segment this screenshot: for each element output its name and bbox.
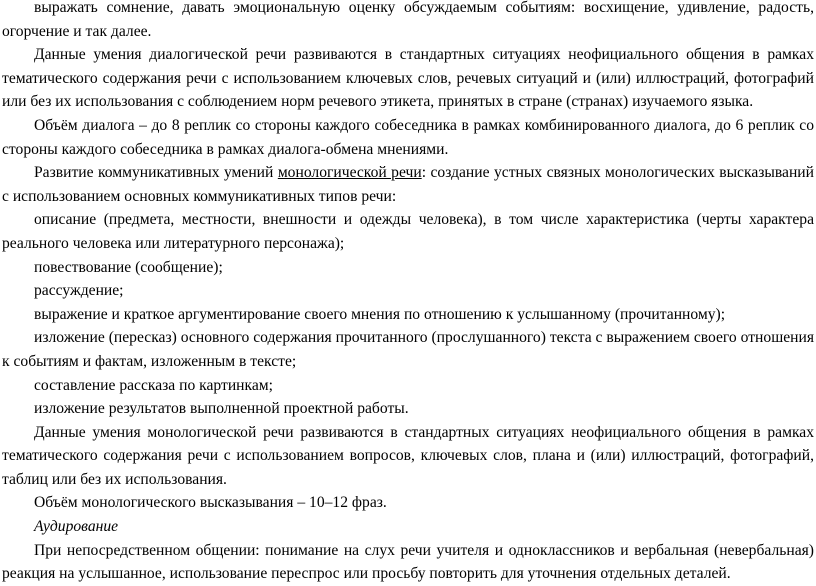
- list-item-project-results: изложение результатов выполненной проектной работы.: [34, 400, 409, 418]
- paragraph-monologue-volume: Объём монологического высказывания – 10–12 фраз.: [34, 494, 387, 512]
- paragraph-monologue-intro: [2, 161, 814, 208]
- monologue-intro-before: Развитие коммуникативных умений: [34, 164, 278, 182]
- monologue-intro-after: : создание устных связных монологических высказываний с использованием основных коммуникативных типов речи:: [2, 164, 814, 205]
- list-item-retelling: изложение (пересказ) основного содержания прочитанного (прослушанного) текста с выражением своего отношения к событиям и фактам, изложенным в тексте;: [2, 329, 814, 370]
- paragraph-dialog-skills: Данные умения диалогической речи развиваются в стандартных ситуациях неофициального общения в рамках тематического содержания речи с использованием ключевых слов, речевых ситуаций и (или) иллюстраций, фотографий или без их использования с соблюдением норм речевого этикета, принятых в стране (странах) изучаемого языка.: [2, 46, 814, 111]
- list-item-story-pictures: составление рассказа по картинкам;: [34, 376, 273, 394]
- section-heading-listening: Аудирование: [34, 518, 119, 536]
- paragraph-listening-direct: При непосредственном общении: понимание на слух речи учителя и одноклассников и вербальная (невербальная) реакция на услышанное, использование переспрос или просьбу повторить для уточнения отдельных деталей.: [2, 541, 814, 583]
- document-page: [2, 0, 814, 586]
- list-item-description: описание (предмета, местности, внешности и одежды человека), в том числе характеристика (черты характера реального человека или литературного персонажа);: [2, 211, 814, 252]
- list-item-narration: повествование (сообщение);: [34, 258, 223, 276]
- list-item-opinion: выражение и краткое аргументирование своего мнения по отношению к услышанному (прочитанному);: [34, 305, 726, 323]
- paragraph-monologue-skills: Данные умения монологической речи развиваются в стандартных ситуациях неофициального общения в рамках тематического содержания речи с использованием вопросов, ключевых слов, плана и (или) иллюстраций, фотографий, таблиц или без их использования.: [2, 423, 814, 488]
- monologue-underlined-term: монологической речи: [277, 164, 422, 182]
- list-item-reasoning: рассуждение;: [34, 282, 124, 300]
- paragraph-dialog-volume: Объём диалога – до 8 реплик со стороны каждого собеседника в рамках комбинированного диалога, до 6 реплик со стороны каждого собеседника в рамках диалога-обмена мнениями.: [2, 116, 814, 158]
- paragraph-dialog-emotions: выражать сомнение, давать эмоциональную оценку обсуждаемым событиям: восхищение, удивление, радость, огорчение и так далее.: [2, 0, 814, 40]
